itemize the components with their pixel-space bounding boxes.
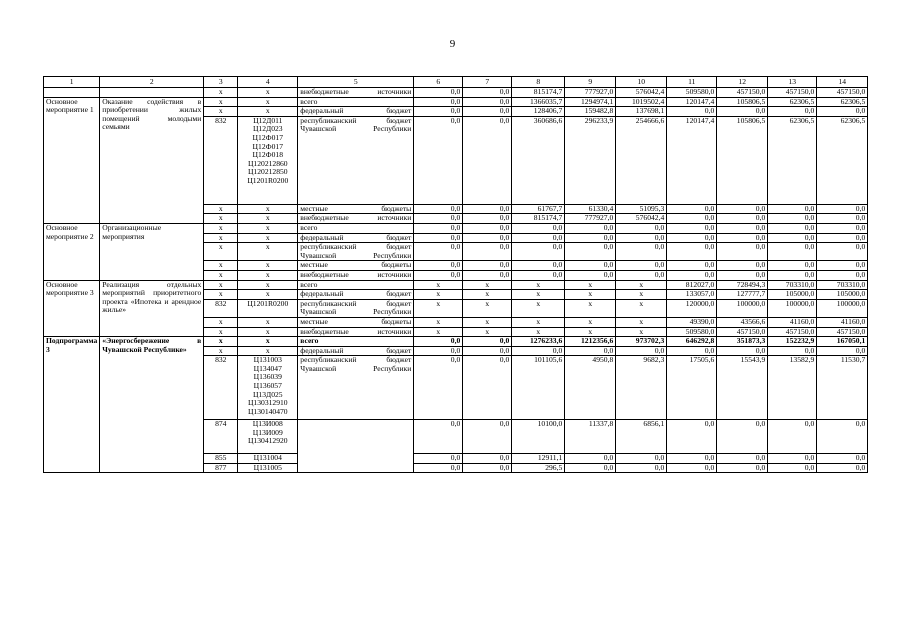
- value-cell: 0,0: [463, 116, 512, 204]
- header-cell: 9: [565, 77, 616, 88]
- value-cell: 0,0: [414, 97, 463, 107]
- value-cell: 152232,9: [768, 337, 817, 347]
- value-cell: х: [512, 299, 565, 317]
- value-cell: 137698,1: [616, 107, 667, 117]
- value-cell: 0,0: [414, 243, 463, 261]
- value-cell: 0,0: [667, 233, 717, 243]
- gr-bs-code-cell: х: [204, 337, 238, 347]
- value-cell: 0,0: [817, 243, 868, 261]
- value-cell: 10100,0: [512, 420, 565, 454]
- value-cell: 0,0: [817, 204, 868, 214]
- value-cell: 973702,3: [616, 337, 667, 347]
- value-cell: х: [463, 290, 512, 300]
- header-cell: 8: [512, 77, 565, 88]
- value-cell: х: [463, 299, 512, 317]
- value-cell: 0,0: [463, 346, 512, 356]
- value-cell: 509580,0: [667, 327, 717, 337]
- value-cell: 0,0: [817, 454, 868, 464]
- measure-type-cell: [44, 88, 100, 98]
- gr-bs-code-cell: х: [204, 88, 238, 98]
- value-cell: х: [565, 317, 616, 327]
- value-cell: 0,0: [768, 243, 817, 261]
- value-cell: 0,0: [817, 223, 868, 233]
- value-cell: 0,0: [768, 454, 817, 464]
- value-cell: 0,0: [616, 233, 667, 243]
- target-article-cell: х: [238, 290, 298, 300]
- funding-source-cell: внебюджетные источники: [298, 270, 414, 280]
- funding-source-cell: местные бюджеты: [298, 317, 414, 327]
- value-cell: 0,0: [414, 463, 463, 473]
- gr-bs-code-cell: 832: [204, 356, 238, 420]
- gr-bs-code-cell: х: [204, 346, 238, 356]
- value-cell: 0,0: [414, 261, 463, 271]
- value-cell: 41160,0: [768, 317, 817, 327]
- funding-source-cell: всего: [298, 280, 414, 290]
- value-cell: х: [616, 317, 667, 327]
- value-cell: 4950,8: [565, 356, 616, 420]
- funding-source-cell: местные бюджеты: [298, 204, 414, 214]
- header-cell: 3: [204, 77, 238, 88]
- header-cell: 14: [817, 77, 868, 88]
- value-cell: 360686,6: [512, 116, 565, 204]
- table-body: [44, 77, 868, 473]
- value-cell: 17505,6: [667, 356, 717, 420]
- value-cell: х: [616, 327, 667, 337]
- value-cell: 11337,8: [565, 420, 616, 454]
- value-cell: 105806,5: [717, 97, 768, 107]
- value-cell: 0,0: [717, 454, 768, 464]
- target-article-cell: х: [238, 327, 298, 337]
- value-cell: х: [414, 327, 463, 337]
- value-cell: 1019502,4: [616, 97, 667, 107]
- measure-name-cell: Организационные мероприятия: [100, 223, 204, 280]
- target-article-cell: х: [238, 214, 298, 224]
- value-cell: 0,0: [717, 204, 768, 214]
- value-cell: 0,0: [717, 463, 768, 473]
- measure-type-cell: Основное мероприятие 3: [44, 280, 100, 337]
- target-article-cell: х: [238, 346, 298, 356]
- value-cell: 0,0: [616, 454, 667, 464]
- gr-bs-code-cell: х: [204, 214, 238, 224]
- header-cell: 7: [463, 77, 512, 88]
- value-cell: 0,0: [565, 223, 616, 233]
- value-cell: 6856,1: [616, 420, 667, 454]
- header-cell: 5: [298, 77, 414, 88]
- value-cell: 0,0: [463, 243, 512, 261]
- value-cell: 0,0: [768, 261, 817, 271]
- value-cell: 105000,0: [768, 290, 817, 300]
- target-article-cell: Ц131003 Ц134047 Ц136039 Ц136057 Ц13Д025 Ц130312910 Ц130140470: [238, 356, 298, 420]
- value-cell: 0,0: [565, 233, 616, 243]
- gr-bs-code-cell: 832: [204, 299, 238, 317]
- value-cell: 815174,7: [512, 214, 565, 224]
- value-cell: 0,0: [717, 107, 768, 117]
- header-cell: 10: [616, 77, 667, 88]
- value-cell: 0,0: [463, 204, 512, 214]
- value-cell: 254666,6: [616, 116, 667, 204]
- value-cell: 0,0: [463, 463, 512, 473]
- table-row: [44, 223, 868, 233]
- header-cell: 13: [768, 77, 817, 88]
- value-cell: 51095,3: [616, 204, 667, 214]
- value-cell: 457150,0: [817, 88, 868, 98]
- target-article-cell: х: [238, 88, 298, 98]
- measure-type-cell: Подпрограмма 3: [44, 337, 100, 473]
- measure-name-cell: [100, 88, 204, 98]
- value-cell: 13582,9: [768, 356, 817, 420]
- value-cell: 133057,0: [667, 290, 717, 300]
- gr-bs-code-cell: 877: [204, 463, 238, 473]
- value-cell: 49390,0: [667, 317, 717, 327]
- value-cell: 12911,1: [512, 454, 565, 464]
- value-cell: х: [616, 299, 667, 317]
- value-cell: х: [616, 280, 667, 290]
- header-cell: 6: [414, 77, 463, 88]
- target-article-cell: Ц131005: [238, 463, 298, 473]
- gr-bs-code-cell: х: [204, 317, 238, 327]
- value-cell: х: [512, 290, 565, 300]
- value-cell: 0,0: [717, 261, 768, 271]
- value-cell: 457150,0: [717, 327, 768, 337]
- header-cell: 12: [717, 77, 768, 88]
- value-cell: 0,0: [565, 270, 616, 280]
- value-cell: 0,0: [817, 107, 868, 117]
- target-article-cell: х: [238, 233, 298, 243]
- value-cell: 0,0: [414, 107, 463, 117]
- value-cell: 703310,0: [817, 280, 868, 290]
- value-cell: 0,0: [512, 346, 565, 356]
- target-article-cell: х: [238, 107, 298, 117]
- gr-bs-code-cell: х: [204, 270, 238, 280]
- value-cell: 777927,0: [565, 88, 616, 98]
- value-cell: 703310,0: [768, 280, 817, 290]
- value-cell: 61767,7: [512, 204, 565, 214]
- value-cell: 0,0: [414, 223, 463, 233]
- value-cell: 0,0: [817, 261, 868, 271]
- value-cell: х: [512, 327, 565, 337]
- value-cell: 0,0: [817, 463, 868, 473]
- value-cell: х: [616, 290, 667, 300]
- value-cell: 0,0: [667, 454, 717, 464]
- header-cell: 11: [667, 77, 717, 88]
- value-cell: 815174,7: [512, 88, 565, 98]
- value-cell: х: [463, 280, 512, 290]
- value-cell: 0,0: [667, 243, 717, 261]
- value-cell: 105000,0: [817, 290, 868, 300]
- value-cell: 576042,4: [616, 214, 667, 224]
- value-cell: 100000,0: [717, 299, 768, 317]
- measure-name-cell: «Энергосбережение в Чувашской Республике»: [100, 337, 204, 473]
- value-cell: 0,0: [768, 346, 817, 356]
- value-cell: 0,0: [414, 454, 463, 464]
- page-number: 9: [449, 38, 456, 50]
- gr-bs-code-cell: 855: [204, 454, 238, 464]
- value-cell: 0,0: [616, 463, 667, 473]
- value-cell: 0,0: [463, 233, 512, 243]
- funding-source-cell: внебюджетные источники: [298, 214, 414, 224]
- value-cell: 43566,6: [717, 317, 768, 327]
- value-cell: 0,0: [768, 233, 817, 243]
- value-cell: 0,0: [667, 420, 717, 454]
- header-cell: 1: [44, 77, 100, 88]
- value-cell: 728494,3: [717, 280, 768, 290]
- funding-source-cell: всего: [298, 97, 414, 107]
- value-cell: 0,0: [414, 88, 463, 98]
- gr-bs-code-cell: х: [204, 107, 238, 117]
- funding-source-cell: федеральный бюджет: [298, 290, 414, 300]
- value-cell: 1212356,6: [565, 337, 616, 347]
- value-cell: 0,0: [463, 97, 512, 107]
- value-cell: 457150,0: [717, 88, 768, 98]
- value-cell: 296233,9: [565, 116, 616, 204]
- value-cell: 0,0: [512, 243, 565, 261]
- measure-name-cell: Реализация отдельных мероприятий приоритетного проекта «Ипотека и арендное жилье»: [100, 280, 204, 337]
- value-cell: 0,0: [817, 420, 868, 454]
- value-cell: 0,0: [768, 204, 817, 214]
- value-cell: 0,0: [667, 346, 717, 356]
- value-cell: 11530,7: [817, 356, 868, 420]
- measure-type-cell: Основное мероприятие 2: [44, 223, 100, 280]
- value-cell: 0,0: [717, 223, 768, 233]
- funding-source-cell: республиканский бюджет Чувашской Республики: [298, 243, 414, 261]
- value-cell: 0,0: [616, 270, 667, 280]
- value-cell: 777927,0: [565, 214, 616, 224]
- value-cell: 0,0: [463, 214, 512, 224]
- value-cell: 0,0: [512, 261, 565, 271]
- value-cell: 296,5: [512, 463, 565, 473]
- value-cell: 128406,7: [512, 107, 565, 117]
- value-cell: 0,0: [817, 346, 868, 356]
- value-cell: 0,0: [717, 420, 768, 454]
- target-article-cell: х: [238, 317, 298, 327]
- table-row: [44, 88, 868, 98]
- gr-bs-code-cell: 874: [204, 420, 238, 454]
- value-cell: 0,0: [667, 270, 717, 280]
- funding-source-cell: всего: [298, 223, 414, 233]
- value-cell: 0,0: [817, 214, 868, 224]
- funding-source-cell: федеральный бюджет: [298, 346, 414, 356]
- value-cell: х: [414, 299, 463, 317]
- budget-table: [43, 76, 868, 473]
- value-cell: 0,0: [717, 270, 768, 280]
- value-cell: 0,0: [717, 233, 768, 243]
- table-row: [44, 280, 868, 290]
- header-cell: 4: [238, 77, 298, 88]
- value-cell: 0,0: [565, 346, 616, 356]
- gr-bs-code-cell: х: [204, 223, 238, 233]
- value-cell: 0,0: [414, 233, 463, 243]
- value-cell: 457150,0: [768, 327, 817, 337]
- funding-source-cell: республиканский бюджет Чувашской Республики: [298, 299, 414, 317]
- gr-bs-code-cell: х: [204, 327, 238, 337]
- value-cell: 120147,4: [667, 116, 717, 204]
- value-cell: 120000,0: [667, 299, 717, 317]
- value-cell: 0,0: [565, 454, 616, 464]
- value-cell: 1294974,1: [565, 97, 616, 107]
- value-cell: 0,0: [768, 223, 817, 233]
- value-cell: х: [565, 327, 616, 337]
- value-cell: 0,0: [414, 420, 463, 454]
- funding-source-cell: местные бюджеты: [298, 261, 414, 271]
- value-cell: 0,0: [817, 270, 868, 280]
- funding-source-cell: федеральный бюджет: [298, 233, 414, 243]
- target-article-cell: Ц12Д011 Ц12Д023 Ц12Ф017 Ц12Ф017 Ц12Ф018 Ц120212860 Ц120212850 Ц1201R0200: [238, 116, 298, 204]
- value-cell: 0,0: [768, 420, 817, 454]
- value-cell: 0,0: [463, 356, 512, 420]
- value-cell: 0,0: [414, 214, 463, 224]
- target-article-cell: х: [238, 243, 298, 261]
- value-cell: 0,0: [616, 243, 667, 261]
- gr-bs-code-cell: х: [204, 243, 238, 261]
- value-cell: 0,0: [463, 223, 512, 233]
- target-article-cell: х: [238, 223, 298, 233]
- value-cell: х: [565, 299, 616, 317]
- target-article-cell: х: [238, 204, 298, 214]
- value-cell: х: [414, 290, 463, 300]
- gr-bs-code-cell: х: [204, 290, 238, 300]
- value-cell: 120147,4: [667, 97, 717, 107]
- table-row: [44, 337, 868, 347]
- funding-source-cell: федеральный бюджет: [298, 107, 414, 117]
- value-cell: 105806,5: [717, 116, 768, 204]
- value-cell: 0,0: [768, 463, 817, 473]
- value-cell: х: [414, 280, 463, 290]
- value-cell: х: [512, 317, 565, 327]
- funding-source-cell: внебюджетные источники: [298, 327, 414, 337]
- value-cell: 0,0: [463, 261, 512, 271]
- value-cell: 0,0: [512, 270, 565, 280]
- value-cell: 576042,4: [616, 88, 667, 98]
- value-cell: 0,0: [414, 337, 463, 347]
- value-cell: 0,0: [463, 337, 512, 347]
- target-article-cell: Ц13И008 Ц13И009 Ц130412920: [238, 420, 298, 454]
- value-cell: 167050,1: [817, 337, 868, 347]
- value-cell: 0,0: [512, 223, 565, 233]
- value-cell: 0,0: [414, 204, 463, 214]
- value-cell: х: [565, 290, 616, 300]
- gr-bs-code-cell: х: [204, 280, 238, 290]
- value-cell: х: [414, 317, 463, 327]
- value-cell: 0,0: [667, 204, 717, 214]
- value-cell: 0,0: [565, 463, 616, 473]
- funding-source-cell: внебюджетные источники: [298, 88, 414, 98]
- value-cell: 0,0: [414, 270, 463, 280]
- value-cell: 61330,4: [565, 204, 616, 214]
- funding-source-cell: [298, 420, 414, 473]
- value-cell: 41160,0: [817, 317, 868, 327]
- value-cell: 62306,5: [768, 97, 817, 107]
- value-cell: 0,0: [616, 346, 667, 356]
- value-cell: 1276233,6: [512, 337, 565, 347]
- value-cell: 0,0: [463, 88, 512, 98]
- value-cell: х: [565, 280, 616, 290]
- value-cell: 0,0: [768, 214, 817, 224]
- value-cell: 0,0: [414, 356, 463, 420]
- value-cell: 457150,0: [817, 327, 868, 337]
- value-cell: 0,0: [667, 463, 717, 473]
- measure-name-cell: Оказание содействия в приобретении жилых помещений молодыми семьями: [100, 97, 204, 223]
- gr-bs-code-cell: х: [204, 204, 238, 214]
- value-cell: 0,0: [717, 214, 768, 224]
- value-cell: 127777,7: [717, 290, 768, 300]
- value-cell: 100000,0: [817, 299, 868, 317]
- value-cell: х: [512, 280, 565, 290]
- value-cell: х: [463, 317, 512, 327]
- value-cell: 62306,5: [817, 116, 868, 204]
- funding-source-cell: республиканский бюджет Чувашской Республики: [298, 356, 414, 420]
- value-cell: 0,0: [717, 243, 768, 261]
- value-cell: 0,0: [414, 116, 463, 204]
- value-cell: 100000,0: [768, 299, 817, 317]
- value-cell: 0,0: [667, 261, 717, 271]
- value-cell: х: [463, 327, 512, 337]
- value-cell: 0,0: [463, 107, 512, 117]
- value-cell: 62306,5: [817, 97, 868, 107]
- header-cell: 2: [100, 77, 204, 88]
- value-cell: 15543,9: [717, 356, 768, 420]
- value-cell: 0,0: [616, 223, 667, 233]
- target-article-cell: х: [238, 97, 298, 107]
- value-cell: 0,0: [463, 454, 512, 464]
- target-article-cell: Ц1201R0200: [238, 299, 298, 317]
- value-cell: 159482,8: [565, 107, 616, 117]
- value-cell: 0,0: [817, 233, 868, 243]
- table-row: [44, 97, 868, 107]
- target-article-cell: х: [238, 337, 298, 347]
- value-cell: 646292,8: [667, 337, 717, 347]
- value-cell: 0,0: [717, 346, 768, 356]
- value-cell: 812027,0: [667, 280, 717, 290]
- value-cell: 0,0: [768, 270, 817, 280]
- value-cell: 0,0: [463, 270, 512, 280]
- value-cell: 0,0: [667, 107, 717, 117]
- value-cell: 0,0: [565, 243, 616, 261]
- target-article-cell: Ц131004: [238, 454, 298, 464]
- value-cell: 1366035,7: [512, 97, 565, 107]
- target-article-cell: х: [238, 261, 298, 271]
- value-cell: 0,0: [667, 214, 717, 224]
- header-row: [44, 77, 868, 88]
- gr-bs-code-cell: 832: [204, 116, 238, 204]
- value-cell: 0,0: [463, 420, 512, 454]
- measure-type-cell: Основное мероприятие 1: [44, 97, 100, 223]
- value-cell: 0,0: [565, 261, 616, 271]
- value-cell: 0,0: [768, 107, 817, 117]
- value-cell: 0,0: [414, 346, 463, 356]
- value-cell: 351873,3: [717, 337, 768, 347]
- value-cell: 101105,6: [512, 356, 565, 420]
- gr-bs-code-cell: х: [204, 261, 238, 271]
- value-cell: 9682,3: [616, 356, 667, 420]
- value-cell: 0,0: [512, 233, 565, 243]
- value-cell: 62306,5: [768, 116, 817, 204]
- value-cell: 0,0: [616, 261, 667, 271]
- funding-source-cell: всего: [298, 337, 414, 347]
- target-article-cell: х: [238, 270, 298, 280]
- funding-source-cell: республиканский бюджет Чувашской Республики: [298, 116, 414, 204]
- value-cell: 509580,0: [667, 88, 717, 98]
- value-cell: 457150,0: [768, 88, 817, 98]
- value-cell: 0,0: [667, 223, 717, 233]
- target-article-cell: х: [238, 280, 298, 290]
- gr-bs-code-cell: х: [204, 233, 238, 243]
- gr-bs-code-cell: х: [204, 97, 238, 107]
